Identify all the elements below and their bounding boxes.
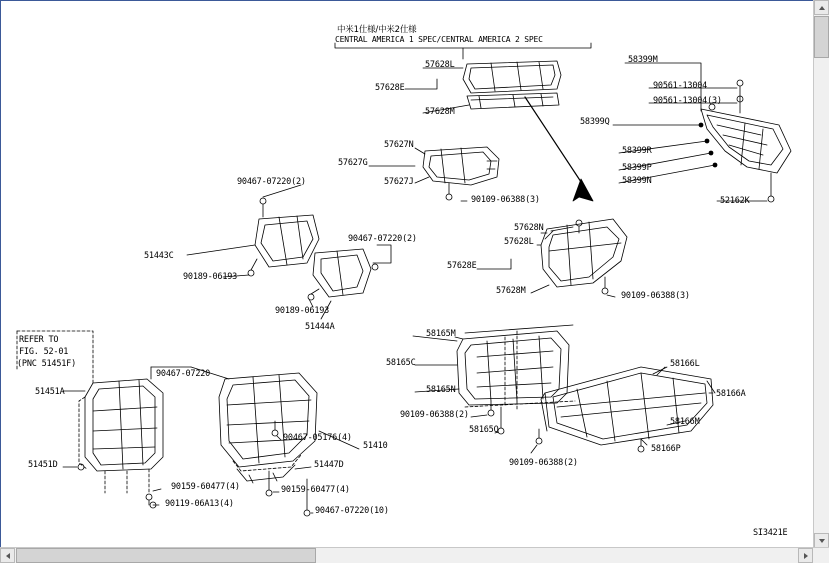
part-label-90109-06388-3a: 90109-06388(3) bbox=[471, 195, 540, 205]
part-label-90467-05176-4: 90467-05176(4) bbox=[283, 433, 352, 443]
vertical-scroll-thumb[interactable] bbox=[814, 16, 829, 58]
refer-note-line2: FIG. 52-01 bbox=[19, 347, 69, 357]
part-label-58166m: 58166M bbox=[670, 417, 700, 427]
part-label-90561-13004-3: 90561-13004(3) bbox=[653, 96, 722, 106]
chevron-right-icon bbox=[804, 553, 808, 559]
part-label-51447d: 51447D bbox=[314, 460, 344, 470]
part-label-90467-07220: 90467-07220 bbox=[156, 369, 211, 379]
part-label-58166l: 58166L bbox=[670, 359, 700, 369]
part-label-90159-60477-4a: 90159-60477(4) bbox=[171, 482, 240, 492]
part-label-51443c: 51443C bbox=[144, 251, 174, 261]
part-label-90109-06388-3b: 90109-06388(3) bbox=[621, 291, 690, 301]
part-label-58399m: 58399M bbox=[628, 55, 658, 65]
part-label-57627j: 57627J bbox=[384, 177, 414, 187]
part-label-90467-07220-10: 90467-07220(10) bbox=[315, 506, 389, 516]
part-label-58399r: 58399R bbox=[622, 146, 652, 156]
part-label-90189-06193a: 90189-06193 bbox=[183, 272, 238, 282]
part-label-90119-06a13-4: 90119-06A13(4) bbox=[165, 499, 234, 509]
part-label-90467-07220-2b: 90467-07220(2) bbox=[348, 234, 417, 244]
part-label-57628l-mid: 57628L bbox=[504, 237, 534, 247]
part-label-58165n: 58165N bbox=[426, 385, 456, 395]
part-label-58165c: 58165C bbox=[386, 358, 416, 368]
scrollbar-corner bbox=[814, 548, 829, 563]
part-label-57628m-mid: 57628M bbox=[496, 286, 526, 296]
part-label-51410: 51410 bbox=[363, 441, 388, 451]
part-label-57628e-mid: 57628E bbox=[447, 261, 477, 271]
scroll-right-button[interactable] bbox=[798, 548, 813, 563]
part-label-57628e-top: 57628E bbox=[375, 83, 405, 93]
header-note-en: CENTRAL AMERICA 1 SPEC/CENTRAL AMERICA 2 SPEC bbox=[335, 35, 543, 44]
header-note-jp: 中米1仕様/中米2仕様 bbox=[337, 25, 417, 35]
part-label-52162k: 52162K bbox=[720, 196, 750, 206]
refer-note-line3: (PNC 51451F) bbox=[17, 359, 77, 369]
part-label-58165m: 58165M bbox=[426, 329, 456, 339]
scroll-left-button[interactable] bbox=[0, 548, 15, 563]
part-label-57627g: 57627G bbox=[338, 158, 368, 168]
part-label-51451a: 51451A bbox=[35, 387, 65, 397]
part-label-90109-06388-2a: 90109-06388(2) bbox=[400, 410, 469, 420]
part-label-57628l-top: 57628L bbox=[425, 60, 455, 70]
part-label-90561-13004: 90561-13004 bbox=[653, 81, 708, 91]
part-label-90467-07220-2a: 90467-07220(2) bbox=[237, 177, 306, 187]
part-label-58399p: 58399P bbox=[622, 163, 652, 173]
part-label-57628m-top: 57628M bbox=[425, 107, 455, 117]
horizontal-scrollbar[interactable] bbox=[0, 547, 829, 563]
part-label-90189-06193b: 90189-06193 bbox=[275, 306, 330, 316]
part-label-90159-60477-4b: 90159-60477(4) bbox=[281, 485, 350, 495]
part-label-58166p: 58166P bbox=[651, 444, 681, 454]
horizontal-scroll-thumb[interactable] bbox=[16, 548, 316, 563]
scroll-down-button[interactable] bbox=[814, 533, 829, 548]
part-label-58166a: 58166A bbox=[716, 389, 746, 399]
part-label-51451d: 51451D bbox=[28, 460, 58, 470]
chevron-down-icon bbox=[819, 539, 825, 543]
chevron-left-icon bbox=[6, 553, 10, 559]
part-label-58399q: 58399Q bbox=[580, 117, 610, 127]
scroll-up-button[interactable] bbox=[814, 0, 829, 15]
refer-note-line1: REFER TO bbox=[19, 335, 59, 345]
vertical-scrollbar[interactable] bbox=[813, 0, 829, 548]
part-label-90109-06388-2b: 90109-06388(2) bbox=[509, 458, 578, 468]
part-label-58165q: 58165Q bbox=[469, 425, 499, 435]
parts-diagram-canvas bbox=[1, 1, 813, 547]
part-label-58399n: 58399N bbox=[622, 176, 652, 186]
part-label-57627n: 57627N bbox=[384, 140, 414, 150]
part-label-51444a: 51444A bbox=[305, 322, 335, 332]
chevron-up-icon bbox=[819, 6, 825, 10]
figure-code: SI3421E bbox=[753, 528, 788, 538]
part-label-57628n: 57628N bbox=[514, 223, 544, 233]
